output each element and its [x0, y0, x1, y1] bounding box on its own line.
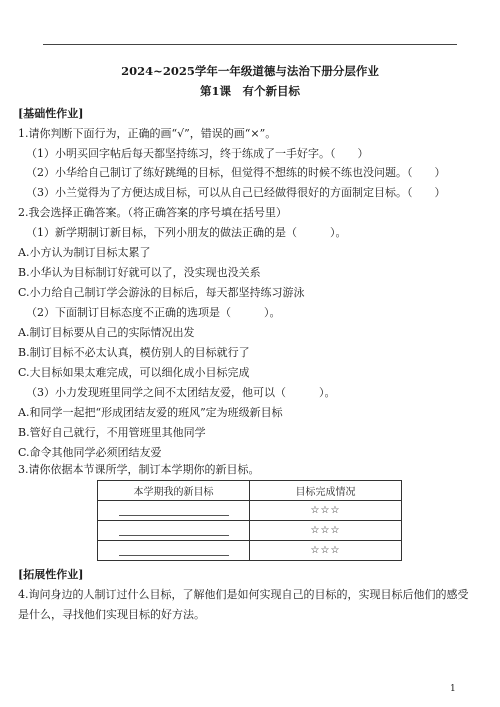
q3-prompt: 3.请你依据本节课所学，制订本学期你的新目标。	[18, 463, 260, 476]
goal-blank-cell[interactable]	[98, 541, 250, 561]
goal-blank-cell[interactable]	[98, 501, 250, 521]
q2-sub2-stem: （2）下面制订目标态度不正确的选项是（ ）。	[26, 306, 281, 319]
q1-item: （2）小华给自己制订了练好跳绳的目标，但觉得不想练的时候不练也没问题。（ ）	[26, 166, 446, 179]
goal-status-cell	[250, 501, 402, 521]
q2-sub2-option: C.大目标如果太难完成，可以细化成小目标完成	[18, 366, 250, 379]
q2-sub1-option: B.小华认为目标制订好就可以了，没实现也没关系	[18, 266, 261, 279]
q2-sub3-option: C.命令其他同学必须团结友爱	[18, 446, 162, 459]
star-rating[interactable]: ☆☆☆	[310, 505, 341, 516]
q2-sub2-option: B.制订目标不必太认真，模仿别人的目标就行了	[18, 346, 250, 359]
table-row	[98, 521, 402, 541]
q2-sub1-option: A.小方认为制订目标太累了	[18, 246, 151, 259]
q4-text-line: 4.询问身边的人制订过什么目标，了解他们是如何实现自己的目标的，实现目标后他们的感受	[18, 588, 469, 601]
document-title: 2024~2025学年一年级道德与法治下册分层作业	[121, 64, 379, 78]
q1-prompt: 1.请你判断下面行为，正确的画“√”，错误的画“×”。	[18, 127, 277, 140]
q2-sub3-stem: （3）小力发现班里同学之间不太团结友爱，他可以（ ）。	[26, 386, 336, 399]
goal-status-cell	[250, 541, 402, 561]
q2-prompt: 2.我会选择正确答案。（将正确答案的序号填在括号里）	[18, 206, 287, 219]
status-column-header: 目标完成情况	[250, 481, 402, 501]
goal-blank-cell[interactable]	[98, 521, 250, 541]
section-basic-heading: [基础性作业]	[18, 107, 84, 120]
q1-item: （3）小兰觉得为了方便达成目标，可以从自己已经做得很好的方面制定目标。（ ）	[26, 186, 446, 199]
page-number: 1	[450, 684, 456, 694]
q2-sub1-stem: （1）新学期制订新目标，下列小朋友的做法正确的是（ ）。	[26, 226, 347, 239]
section-extended-heading: [拓展性作业]	[18, 568, 84, 581]
q2-sub3-option: A.和同学一起把“形成团结友爱的班风”定为班级新目标	[18, 406, 283, 419]
q1-item: （1）小明买回字帖后每天都坚持练习，终于练成了一手好字。（ ）	[26, 147, 369, 160]
goals-column-header: 本学期我的新目标	[98, 481, 250, 501]
lesson-title: 第1课 有个新目标	[199, 84, 300, 98]
star-rating[interactable]: ☆☆☆	[310, 545, 341, 556]
q2-sub1-option: C.小力给自己制订学会游泳的目标后，每天都坚持练习游泳	[18, 286, 305, 299]
table-row	[98, 541, 402, 561]
q4-text-line: 是什么，寻找他们实现目标的好方法。	[18, 608, 205, 621]
goal-status-cell	[250, 521, 402, 541]
header-rule	[43, 44, 457, 45]
table-row	[98, 501, 402, 521]
q2-sub3-option: B.管好自己就行，不用管班里其他同学	[18, 426, 206, 439]
goal-blank-line[interactable]	[119, 506, 229, 516]
goals-table-header-row	[98, 481, 402, 501]
q2-sub2-option: A.制订目标要从自己的实际情况出发	[18, 326, 195, 339]
goal-blank-line[interactable]	[119, 546, 229, 556]
star-rating[interactable]: ☆☆☆	[310, 525, 341, 536]
goals-table	[97, 480, 402, 561]
goal-blank-line[interactable]	[119, 526, 229, 536]
